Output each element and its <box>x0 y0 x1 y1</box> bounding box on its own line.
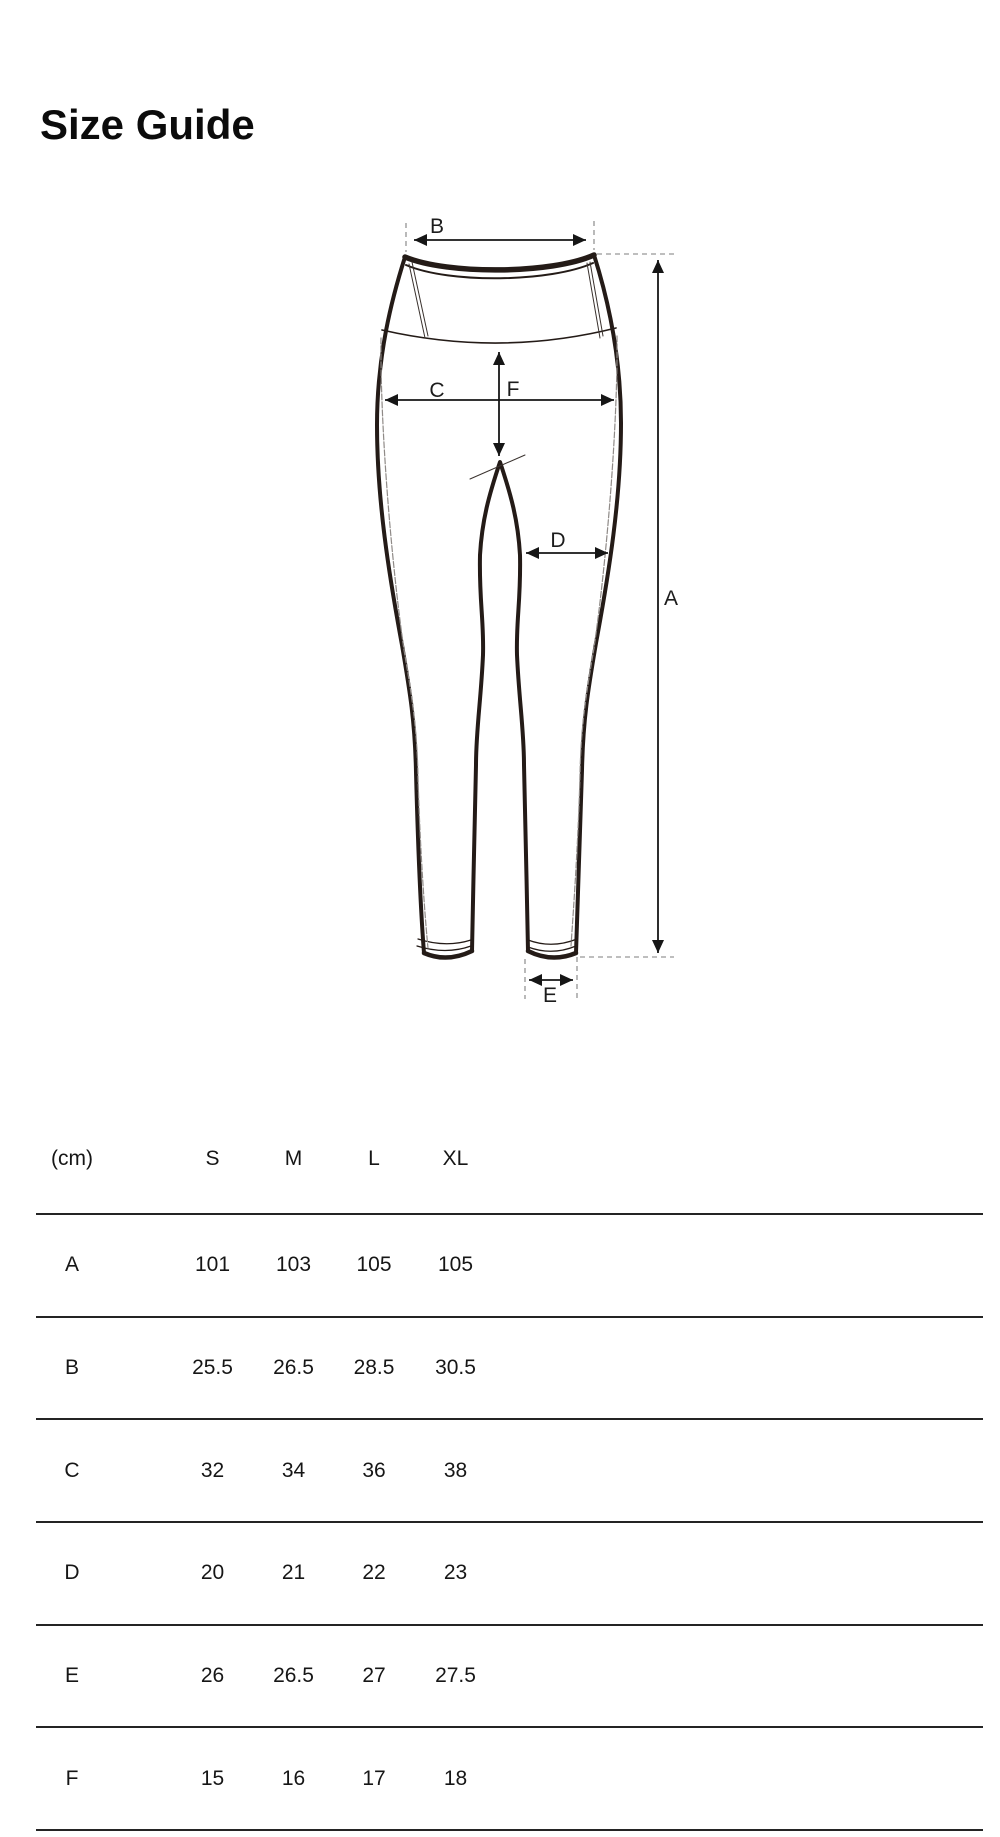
row-label: D <box>64 1561 80 1585</box>
measure-labels <box>429 215 678 1007</box>
waistband-top-edge <box>405 255 594 270</box>
left-side-seam <box>381 338 428 948</box>
column-header-m: M <box>284 1147 303 1170</box>
yoke-seam <box>382 328 616 343</box>
left-hem-edge <box>424 951 472 958</box>
unit-header: (cm) <box>51 1147 93 1170</box>
size-table <box>36 1105 983 1831</box>
value-b-xl: 30.5 <box>435 1356 476 1380</box>
column-header-xl: XL <box>442 1147 469 1170</box>
column-header-l: L <box>368 1147 380 1170</box>
left-dart-seam <box>409 262 428 338</box>
value-b-m: 26.5 <box>273 1356 314 1380</box>
table-header-row <box>36 1105 983 1215</box>
value-e-l: 27 <box>362 1664 386 1688</box>
outer-right-edge <box>576 255 621 953</box>
value-b-s: 25.5 <box>192 1356 233 1380</box>
outer-left-edge <box>377 257 424 953</box>
value-f-l: 17 <box>362 1766 386 1790</box>
label-hip-c: C <box>429 379 445 402</box>
value-c-l: 36 <box>362 1458 386 1482</box>
row-label: B <box>64 1356 79 1380</box>
table-row-b <box>36 1318 983 1421</box>
value-c-s: 32 <box>200 1458 225 1482</box>
table-row-c <box>36 1420 983 1523</box>
value-d-l: 22 <box>362 1561 386 1585</box>
value-a-s: 101 <box>194 1253 231 1277</box>
row-label: C <box>64 1458 80 1482</box>
value-a-l: 105 <box>356 1253 392 1277</box>
table-row-f <box>36 1728 983 1831</box>
value-e-xl: 27.5 <box>435 1664 476 1688</box>
page-title: Size Guide <box>40 101 255 149</box>
value-e-m: 26.5 <box>273 1664 314 1688</box>
value-f-m: 16 <box>281 1766 306 1790</box>
label-waist-b: B <box>429 215 445 238</box>
dashed-guides <box>406 221 674 999</box>
value-d-m: 21 <box>281 1561 306 1585</box>
value-b-l: 28.5 <box>353 1356 395 1380</box>
value-e-s: 26 <box>200 1664 225 1688</box>
right-hem-edge <box>528 951 576 958</box>
table-row-d <box>36 1523 983 1626</box>
row-label: A <box>64 1253 79 1277</box>
label-rise-f: F <box>506 378 520 401</box>
value-d-s: 20 <box>200 1561 225 1585</box>
value-c-m: 34 <box>281 1458 306 1482</box>
label-hem-e: E <box>542 984 558 1007</box>
value-a-xl: 105 <box>437 1253 474 1277</box>
table-row-a <box>36 1215 983 1318</box>
value-f-xl: 18 <box>443 1766 468 1790</box>
label-length-a: A <box>663 587 679 610</box>
right-hem-stitches <box>528 939 577 951</box>
value-f-s: 15 <box>200 1766 225 1790</box>
value-d-xl: 23 <box>443 1561 468 1585</box>
row-label: E <box>64 1664 79 1688</box>
value-c-xl: 38 <box>443 1458 468 1482</box>
table-row-e <box>36 1626 983 1729</box>
value-a-m: 103 <box>275 1253 312 1277</box>
row-label: F <box>65 1766 79 1790</box>
column-header-s: S <box>205 1147 220 1170</box>
inner-leg-edges <box>472 462 528 951</box>
label-thigh-d: D <box>550 529 566 552</box>
